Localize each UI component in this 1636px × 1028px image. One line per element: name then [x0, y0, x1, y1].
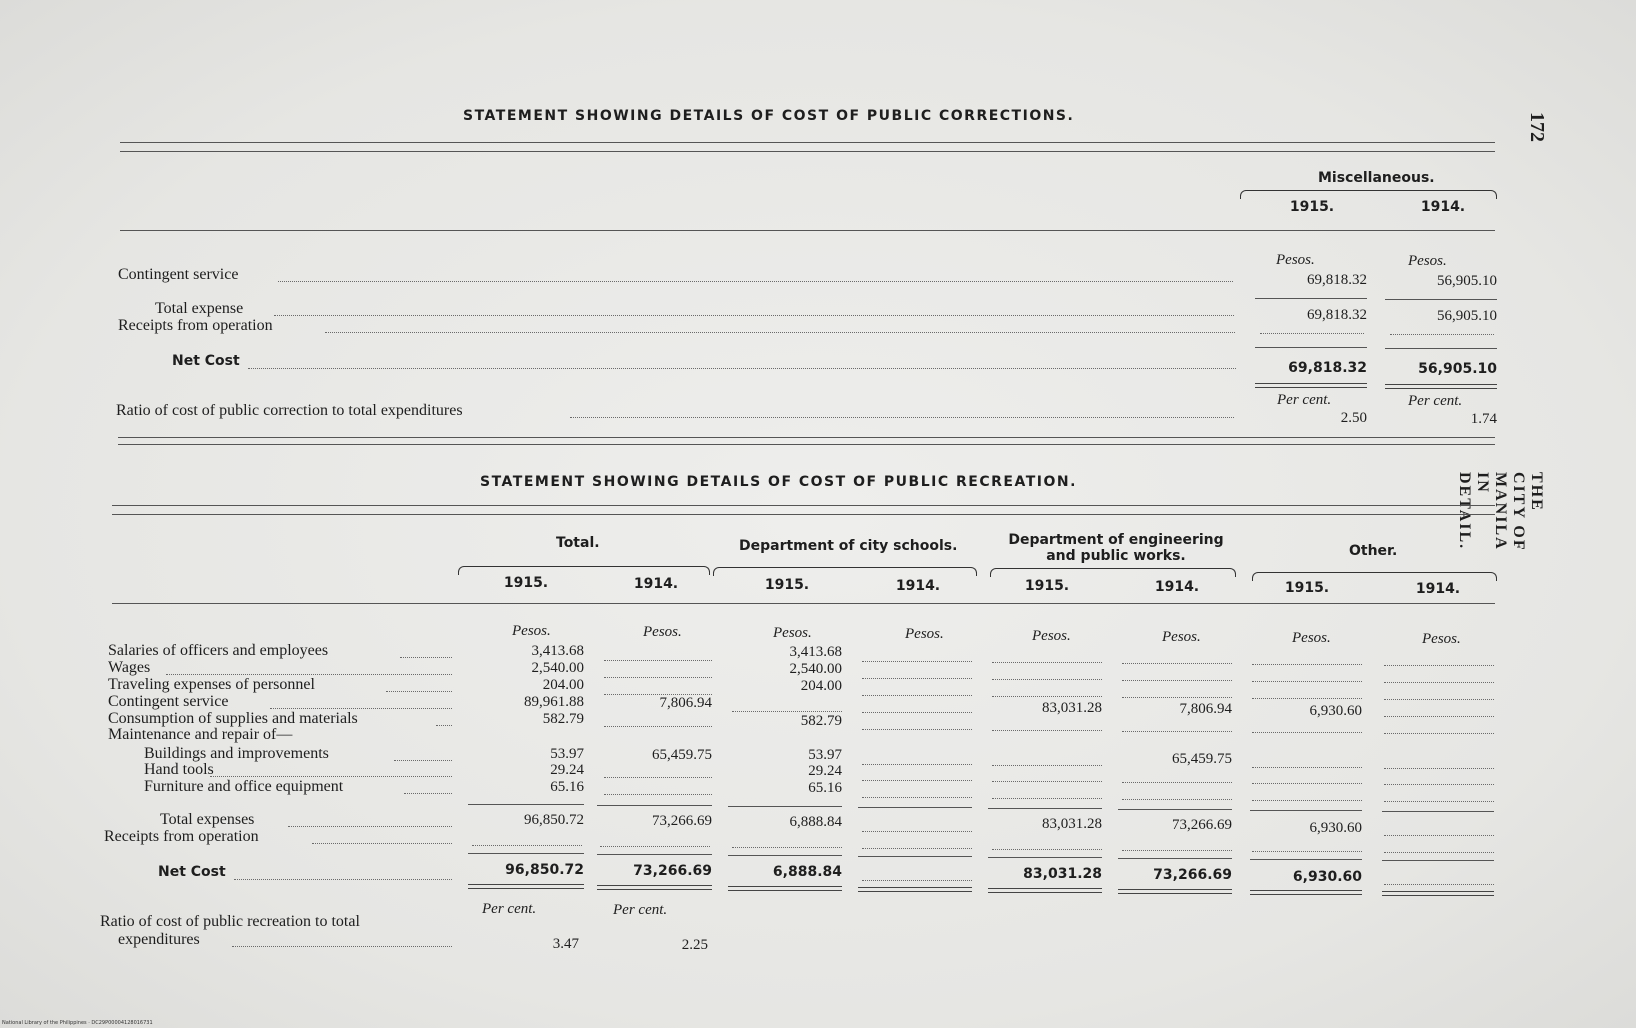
value-cell: 2,540.00: [531, 660, 584, 676]
empty-cell-dots: [1122, 731, 1232, 732]
empty-cell-dots: [604, 726, 712, 727]
empty-cell-dots: [1252, 681, 1362, 682]
empty-cell-dots: [1384, 716, 1494, 717]
empty-cell-dots: [1384, 699, 1494, 700]
leader-dots: [325, 332, 1235, 333]
year-header: 1915.: [1284, 580, 1330, 596]
empty-cell-dots: [1384, 665, 1494, 666]
empty-cell-dots: [1252, 767, 1362, 768]
year-header: 1914.: [1154, 579, 1200, 595]
unit-label: Pesos.: [1422, 631, 1461, 647]
value-cell: 73,266.69: [1172, 817, 1232, 833]
per-cent-label: Per cent.: [613, 902, 668, 918]
divider: [112, 514, 1495, 515]
divider: [112, 603, 1495, 604]
corrections-title: STATEMENT SHOWING DETAILS OF COST OF PUBLIC CORRECTIONS.: [463, 108, 1075, 124]
sum-rule: [1382, 811, 1494, 812]
value-cell: 65.16: [808, 780, 842, 796]
group-brace: [713, 567, 977, 576]
leader-dots: [386, 691, 452, 692]
sum-rule: [1382, 860, 1494, 861]
group-brace: [458, 566, 710, 575]
value-cell: 7,806.94: [659, 695, 712, 711]
empty-cell-dots: [992, 696, 1102, 697]
value-cell: 7,806.94: [1179, 701, 1232, 717]
value-cell: 83,031.28: [1042, 816, 1102, 832]
row-label: Traveling expenses of personnel: [108, 676, 315, 693]
empty-cell-dots: [1384, 884, 1494, 885]
ratio-label: Ratio of cost of public recreation to total: [100, 913, 360, 930]
ratio-label: expenditures: [118, 931, 200, 948]
empty-cell-dots: [1384, 835, 1494, 836]
value-cell: 2,540.00: [789, 661, 842, 677]
empty-cell-dots: [1384, 768, 1494, 769]
empty-cell-dots: [1252, 698, 1362, 699]
unit-label: Pesos.: [1162, 629, 1201, 645]
group-header-total: Total.: [556, 535, 600, 551]
value-cell: 6,930.60: [1309, 820, 1362, 836]
value-cell: 73,266.69: [652, 813, 712, 829]
ratio-value: 3.47: [552, 936, 579, 952]
value-cell: 582.79: [542, 711, 584, 727]
leader-dots: [210, 776, 452, 777]
empty-cell-dots: [1252, 783, 1362, 784]
empty-cell-dots: [862, 661, 972, 662]
row-label: Total expenses: [160, 811, 255, 828]
scan-credit: National Library of the Philippines · DC29P00004128016731: [2, 1020, 153, 1026]
empty-cell-dots: [1252, 664, 1362, 665]
year-header: 1914.: [633, 576, 679, 592]
empty-cell-dots: [732, 711, 842, 712]
value-cell: 204.00: [542, 677, 584, 693]
sum-rule: [468, 853, 584, 854]
row-label: Total expense: [155, 300, 244, 317]
group-header-city-schools: Department of city schools.: [739, 538, 958, 554]
sum-rule: [858, 807, 972, 808]
leader-dots: [288, 826, 452, 827]
empty-cell-dots: [862, 678, 972, 679]
unit-label: Pesos.: [1408, 253, 1447, 269]
net-cost-value: 56,905.10: [1418, 361, 1497, 377]
net-cost-value: 69,818.32: [1288, 360, 1367, 376]
empty-cell-dots: [732, 847, 842, 848]
value-cell: 89,961.88: [524, 694, 584, 710]
sum-rule: [988, 857, 1102, 858]
empty-cell-dots: [1122, 680, 1232, 681]
miscellaneous-header: Miscellaneous.: [1318, 170, 1435, 186]
net-cost-label: Net Cost: [172, 353, 240, 369]
net-cost-value: 6,930.60: [1292, 869, 1362, 885]
ratio-value: 2.25: [681, 937, 708, 953]
leader-dots: [436, 725, 452, 726]
empty-cell-dots: [472, 845, 582, 846]
leader-dots: [394, 760, 452, 761]
empty-cell-dots: [862, 712, 972, 713]
per-cent-label: Per cent.: [1408, 393, 1463, 409]
value-cell: 6,930.60: [1309, 703, 1362, 719]
value-cell: 69,818.32: [1307, 272, 1367, 288]
sum-rule: [1118, 858, 1232, 859]
year-header: 1915.: [503, 575, 549, 591]
row-label: Consumption of supplies and materials: [108, 710, 358, 727]
leader-dots: [270, 708, 452, 709]
empty-cell-dots: [992, 765, 1102, 766]
unit-label: Pesos.: [905, 626, 944, 642]
empty-cell-dots: [604, 677, 712, 678]
leader-dots: [404, 793, 452, 794]
unit-label: Pesos.: [773, 625, 812, 641]
unit-label: Pesos.: [643, 624, 682, 640]
leader-dots: [312, 843, 452, 844]
sum-rule: [468, 804, 584, 805]
empty-cell-dots: [992, 679, 1102, 680]
sum-rule: [597, 854, 712, 855]
empty-cell-dots: [1252, 851, 1362, 852]
year-header: 1914.: [1415, 581, 1461, 597]
value-cell: 29.24: [550, 762, 584, 778]
sum-rule: [1250, 859, 1362, 860]
value-cell: 69,818.32: [1307, 307, 1367, 323]
value-cell: 53.97: [808, 747, 842, 763]
double-rule: [468, 884, 584, 889]
row-label: Receipts from operation: [118, 317, 273, 334]
row-label: Furniture and office equipment: [144, 778, 344, 795]
leader-dots: [248, 368, 1236, 369]
sum-rule: [988, 808, 1102, 809]
row-label: Wages: [108, 659, 151, 676]
row-label: Contingent service: [108, 693, 229, 710]
net-cost-value: 6,888.84: [772, 864, 842, 880]
running-head: THE CITY OF MANILA IN DETAIL.: [1456, 472, 1545, 552]
leader-dots: [232, 946, 452, 947]
per-cent-label: Per cent.: [1277, 392, 1332, 408]
value-cell: 582.79: [800, 713, 842, 729]
double-rule: [597, 885, 712, 890]
group-brace: [990, 568, 1236, 577]
ratio-value: 2.50: [1340, 410, 1367, 426]
double-rule: [858, 887, 972, 892]
divider: [118, 444, 1495, 445]
recreation-title: STATEMENT SHOWING DETAILS OF COST OF PUBLIC RECREATION.: [480, 474, 1077, 490]
value-cell: 53.97: [550, 746, 584, 762]
value-cell: 6,888.84: [789, 814, 842, 830]
empty-cell-dots: [862, 695, 972, 696]
empty-cell-dots: [992, 730, 1102, 731]
year-1914-header: 1914.: [1420, 199, 1466, 215]
leader-dots: [166, 674, 452, 675]
sum-rule: [1255, 298, 1367, 299]
unit-label: Pesos.: [1032, 628, 1071, 644]
empty-cell-dots: [1122, 782, 1232, 783]
value-cell: 204.00: [800, 678, 842, 694]
sum-rule: [1250, 810, 1362, 811]
empty-cell-dots: [992, 662, 1102, 663]
group-brace: [1240, 190, 1497, 199]
divider: [120, 142, 1495, 143]
double-rule: [1250, 890, 1362, 895]
empty-cell-dots: [992, 798, 1102, 799]
sum-rule: [1255, 347, 1367, 348]
value-cell: 65,459.75: [652, 747, 712, 763]
leader-dots: [278, 281, 1233, 282]
row-label: Contingent service: [118, 266, 239, 283]
year-header: 1915.: [1024, 578, 1070, 594]
value-cell: 3,413.68: [789, 644, 842, 660]
double-rule: [1255, 383, 1367, 388]
leader-dots: [274, 315, 1234, 316]
empty-cell-dots: [1384, 733, 1494, 734]
double-rule: [988, 888, 1102, 893]
divider: [118, 437, 1495, 438]
per-cent-label: Per cent.: [482, 901, 537, 917]
empty-cell-dots: [1260, 333, 1364, 334]
empty-cell-dots: [1384, 801, 1494, 802]
empty-cell-dots: [1252, 732, 1362, 733]
double-rule: [1118, 889, 1232, 894]
empty-cell-dots: [862, 780, 972, 781]
net-cost-label: Net Cost: [158, 864, 226, 880]
ratio-label: Ratio of cost of public correction to total expenditures: [116, 402, 463, 419]
unit-label: Pesos.: [512, 623, 551, 639]
double-rule: [1382, 891, 1494, 896]
sum-rule: [1385, 299, 1497, 300]
sum-rule: [728, 855, 842, 856]
row-label: Hand tools: [144, 761, 214, 778]
value-cell: 65,459.75: [1172, 751, 1232, 767]
sum-rule: [1118, 809, 1232, 810]
divider: [112, 505, 1495, 506]
empty-cell-dots: [1390, 334, 1494, 335]
empty-cell-dots: [992, 781, 1102, 782]
empty-cell-dots: [992, 849, 1102, 850]
empty-cell-dots: [862, 764, 972, 765]
divider: [120, 151, 1495, 152]
sum-rule: [1385, 348, 1497, 349]
empty-cell-dots: [1122, 799, 1232, 800]
value-cell: 56,905.10: [1437, 273, 1497, 289]
leader-dots: [570, 417, 1234, 418]
empty-cell-dots: [1122, 697, 1232, 698]
empty-cell-dots: [862, 797, 972, 798]
value-cell: 56,905.10: [1437, 308, 1497, 324]
page-number: 172: [1526, 112, 1548, 142]
row-label: Buildings and improvements: [144, 745, 329, 762]
net-cost-value: 96,850.72: [505, 862, 584, 878]
empty-cell-dots: [604, 660, 712, 661]
empty-cell-dots: [1384, 852, 1494, 853]
net-cost-value: 73,266.69: [1153, 867, 1232, 883]
empty-cell-dots: [862, 831, 972, 832]
empty-cell-dots: [862, 729, 972, 730]
empty-cell-dots: [1384, 682, 1494, 683]
double-rule: [728, 886, 842, 891]
value-cell: 65.16: [550, 779, 584, 795]
year-header: 1915.: [764, 577, 810, 593]
row-label: Maintenance and repair of—: [108, 726, 293, 743]
empty-cell-dots: [1122, 663, 1232, 664]
empty-cell-dots: [604, 777, 712, 778]
row-label: Salaries of officers and employees: [108, 642, 329, 659]
group-header-other: Other.: [1349, 543, 1398, 559]
sum-rule: [858, 856, 972, 857]
empty-cell-dots: [862, 880, 972, 881]
empty-cell-dots: [1252, 800, 1362, 801]
group-header-engineering: Department of engineering and public works.: [1008, 532, 1224, 564]
empty-cell-dots: [600, 846, 710, 847]
row-label: Receipts from operation: [104, 828, 259, 845]
empty-cell-dots: [604, 794, 712, 795]
leader-dots: [234, 879, 452, 880]
unit-label: Pesos.: [1276, 252, 1315, 268]
empty-cell-dots: [1122, 850, 1232, 851]
empty-cell-dots: [862, 848, 972, 849]
value-cell: 83,031.28: [1042, 700, 1102, 716]
sum-rule: [597, 805, 712, 806]
value-cell: 3,413.68: [531, 643, 584, 659]
leader-dots: [400, 657, 452, 658]
double-rule: [1385, 384, 1497, 389]
net-cost-value: 83,031.28: [1023, 866, 1102, 882]
value-cell: 96,850.72: [524, 812, 584, 828]
unit-label: Pesos.: [1292, 630, 1331, 646]
ratio-value: 1.74: [1470, 411, 1497, 427]
sum-rule: [728, 806, 842, 807]
net-cost-value: 73,266.69: [633, 863, 712, 879]
year-1915-header: 1915.: [1289, 199, 1335, 215]
year-header: 1914.: [895, 578, 941, 594]
value-cell: 29.24: [808, 763, 842, 779]
empty-cell-dots: [1384, 784, 1494, 785]
divider: [120, 230, 1495, 231]
